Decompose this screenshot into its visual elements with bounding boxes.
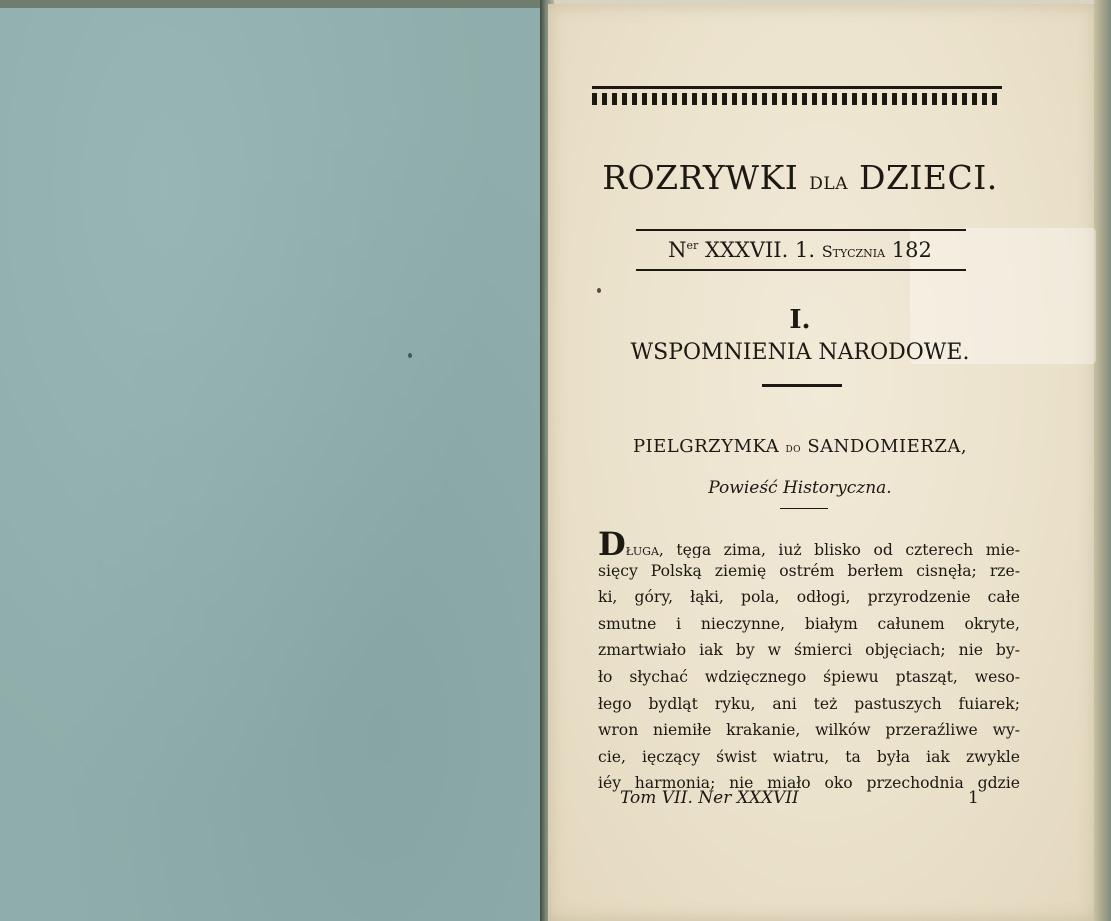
body-text [598, 531, 1020, 797]
masthead-word-3: DZIECI. [858, 158, 998, 197]
body-line: ło słychać wdzięcznego śpiewu ptasząt, weso- [598, 667, 1020, 686]
story-title [560, 436, 1040, 457]
issue-month: Stycznia [821, 242, 886, 261]
body-line: ki, góry, łąki, pola, odłogi, przyrodzenie całe [598, 588, 1020, 607]
issue-day: 1. [794, 238, 816, 262]
page-number: 1 [968, 788, 979, 808]
story-title-b: do [785, 441, 802, 456]
ink-spot [597, 288, 601, 293]
cover-spot [408, 353, 412, 358]
section-title: WSPOMNIENIA NARODOWE. [630, 340, 970, 365]
section-rule [762, 384, 842, 387]
section-number: I. [789, 305, 811, 335]
body-line-text: , tęga zima, iuż blisko od czterech mie- [658, 541, 1020, 558]
masthead-word-2: dla [809, 167, 848, 195]
header-ornament [592, 86, 1002, 107]
signature-mark: Tom VII. Ner XXXVII [620, 788, 799, 808]
body-line: wron niemiłe krakanie, wilków przeraźliwe wy- [598, 721, 1020, 740]
body-line: sięcy Polską ziemię ostrém berłem cisnęła; rze- [598, 561, 1020, 580]
drop-cap: D [598, 531, 626, 558]
subtitle-rule [780, 508, 828, 509]
issue-prefix-sup: er [686, 239, 699, 252]
story-title-c: SANDOMIERZA, [807, 436, 968, 457]
story-title-a: PIELGRZYMKA [632, 436, 780, 457]
issue-prefix: N [668, 238, 687, 262]
body-line: zmartwiało iak by w śmierci objęciach; nie by- [598, 641, 1020, 660]
issue-number: XXXVII. [705, 238, 789, 262]
first-word-rest: ługa [625, 541, 659, 558]
issue-rule-bottom [636, 269, 966, 271]
body-line: łego bydląt ryku, ani też pastuszych fuiarek; [598, 694, 1020, 713]
masthead-word-1: ROZRYWKI [602, 158, 799, 197]
issue-line [560, 238, 1040, 262]
page-edge [1094, 0, 1111, 921]
body-line [598, 531, 1020, 558]
body-line: smutne i nieczynne, białym całunem okryte, [598, 614, 1020, 633]
issue-year: 182 [891, 238, 932, 262]
story-subtitle: Powieść Historyczna. [708, 478, 892, 498]
masthead [560, 158, 1040, 197]
issue-rule-top [636, 229, 966, 231]
body-line: iéy harmonia; nie miało oko przechodnia gdzie [598, 774, 1020, 793]
cover-board [0, 0, 546, 921]
body-line: cie, ięczący świst wiatru, ta była iak zwykle [598, 747, 1020, 766]
